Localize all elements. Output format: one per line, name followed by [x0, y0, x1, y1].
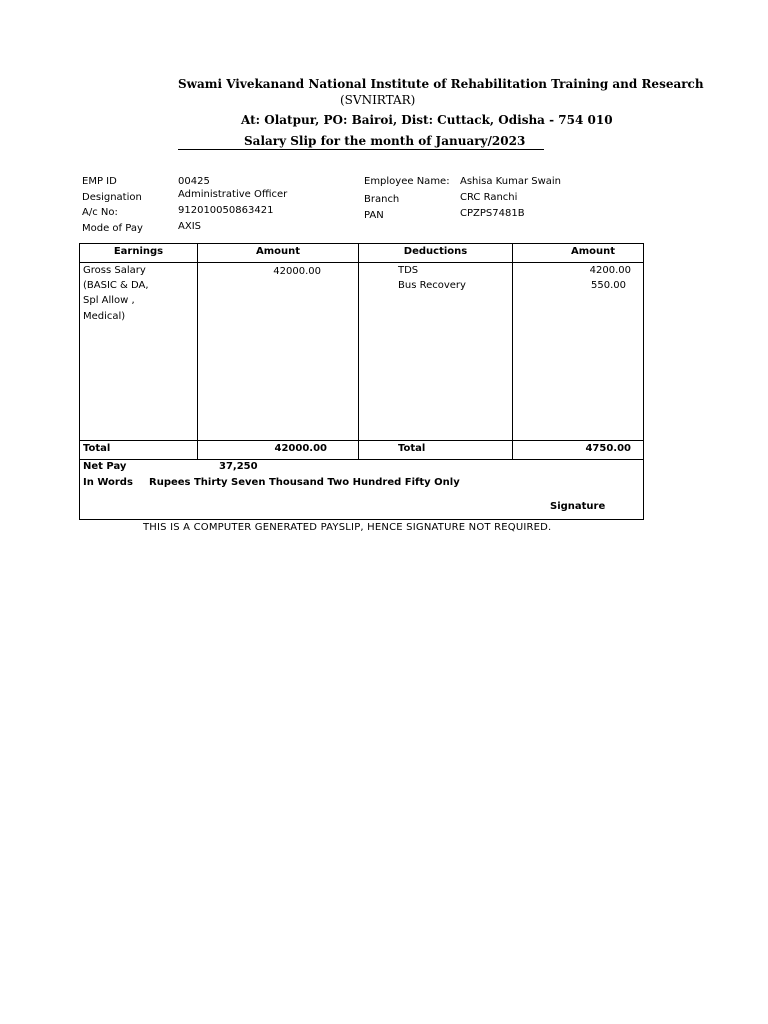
- earning-label-line: (BASIC & DA,: [83, 280, 149, 291]
- branch-value: CRC Ranchi: [460, 192, 518, 203]
- institute-address: At: Olatpur, PO: Bairoi, Dist: Cuttack, Odisha - 754 010: [241, 113, 613, 127]
- employee-name-value: Ashisa Kumar Swain: [460, 176, 562, 187]
- total-deductions-value: 4750.00: [585, 443, 631, 454]
- net-pay-value: 37,250: [219, 461, 258, 472]
- total-earnings-value: 42000.00: [274, 443, 327, 454]
- designation-label: Designation: [82, 192, 142, 203]
- signature-label: Signature: [550, 501, 606, 512]
- table-summary-divider: [79, 459, 643, 460]
- deduction-amount: 550.00: [591, 280, 626, 291]
- emp-id-value: 00425: [178, 176, 210, 187]
- header-deductions-amount: Amount: [570, 246, 616, 257]
- table-total-divider: [79, 440, 643, 441]
- header-earnings-amount: Amount: [255, 246, 301, 257]
- earning-amount: 42000.00: [273, 266, 321, 277]
- header-earnings: Earnings: [113, 246, 164, 257]
- slip-title: Salary Slip for the month of January/2023: [244, 134, 526, 148]
- institute-abbreviation: (SVNIRTAR): [340, 93, 416, 107]
- account-label: A/c No:: [82, 207, 118, 218]
- table-divider: [197, 243, 198, 459]
- net-pay-label: Net Pay: [83, 461, 127, 472]
- employee-name-label: Employee Name:: [364, 176, 450, 187]
- account-value: 912010050863421: [178, 205, 274, 216]
- designation-value: Administrative Officer: [178, 189, 288, 200]
- institute-name: Swami Vivekanand National Institute of Rehabilitation Training and Research: [178, 77, 704, 91]
- title-underline: [178, 149, 544, 150]
- total-deductions-label: Total: [398, 443, 426, 454]
- table-header-divider: [79, 262, 643, 263]
- pan-value: CPZPS7481B: [460, 208, 525, 219]
- branch-label: Branch: [364, 194, 400, 205]
- emp-id-label: EMP ID: [82, 176, 117, 187]
- pan-label: PAN: [364, 210, 384, 221]
- earning-label-line: Medical): [83, 311, 126, 322]
- footer-note: THIS IS A COMPUTER GENERATED PAYSLIP, HENCE SIGNATURE NOT REQUIRED.: [143, 522, 552, 533]
- table-divider: [358, 243, 359, 459]
- total-earnings-label: Total: [83, 443, 111, 454]
- in-words-label: In Words: [83, 477, 133, 488]
- deduction-label: Bus Recovery: [398, 280, 466, 291]
- mode-of-pay-label: Mode of Pay: [82, 223, 143, 234]
- mode-of-pay-value: AXIS: [178, 221, 201, 232]
- in-words-value: Rupees Thirty Seven Thousand Two Hundred Fifty Only: [149, 477, 460, 488]
- table-divider: [512, 243, 513, 459]
- earning-label-line: Spl Allow ,: [83, 295, 135, 306]
- earning-label-line: Gross Salary: [83, 265, 146, 276]
- header-deductions: Deductions: [403, 246, 468, 257]
- deduction-amount: 4200.00: [589, 265, 631, 276]
- deduction-label: TDS: [398, 265, 419, 276]
